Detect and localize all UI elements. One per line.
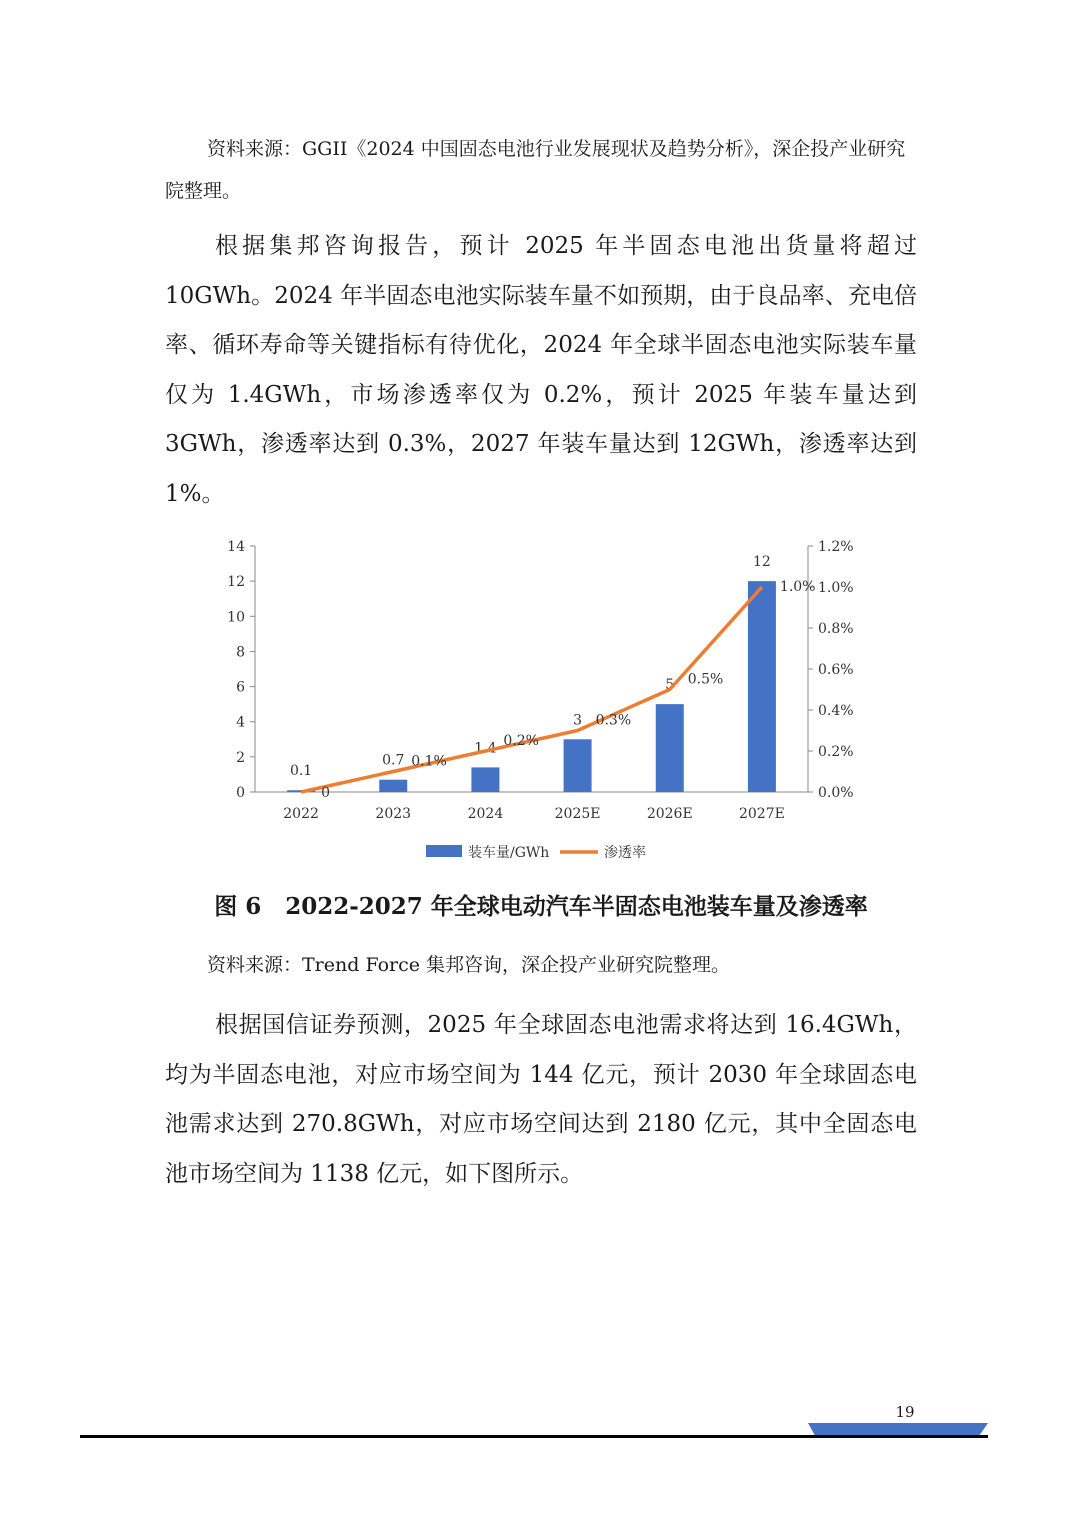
legend-label-line: 渗透率: [604, 845, 646, 861]
right-tick-label: 0.6%: [818, 662, 854, 678]
line-value-label: 0: [321, 785, 331, 801]
line-value-label: 0.2%: [503, 733, 539, 749]
source-note-top: 资料来源：GGII《2024 中国固态电池行业发展现状及趋势分析》，深企投产业研究院整理。: [165, 138, 906, 202]
left-tick-label: 12: [227, 574, 245, 591]
left-tick-label: 10: [227, 609, 245, 626]
x-tick-label: 2023: [375, 806, 412, 822]
bar-value-label: 0.7: [382, 752, 405, 769]
x-tick-label: 2025E: [554, 806, 601, 822]
bar-value-label: 0.1: [289, 763, 313, 780]
x-tick-label: 2026E: [646, 806, 693, 822]
right-tick-label: 1.0%: [818, 580, 854, 596]
penetration-line: [301, 587, 762, 792]
bar-value-label: 3: [573, 712, 583, 729]
line-value-label: 1.0%: [779, 579, 816, 595]
bar-value-label: 1.4: [474, 740, 497, 757]
line-value-label: 0.3%: [595, 712, 632, 729]
source-note-chart: 资料来源：Trend Force 集邦咨询，深企投产业研究院整理。: [207, 954, 731, 976]
right-tick-label: 0.2%: [818, 744, 854, 760]
bar: [471, 767, 499, 792]
legend-swatch-bars: [426, 845, 462, 857]
x-tick-label: 2024: [467, 806, 504, 822]
bar: [748, 581, 776, 792]
left-tick-label: 2: [236, 749, 245, 766]
left-tick-label: 6: [236, 679, 245, 696]
right-tick-label: 0.8%: [818, 621, 854, 637]
bar-value-label: 5: [665, 677, 675, 694]
bar: [564, 739, 592, 792]
right-tick-label: 1.2%: [818, 539, 854, 555]
footer-rule: [80, 1435, 988, 1438]
line-value-label: 0.1%: [411, 753, 447, 770]
legend-label-bars: 装车量/GWh: [468, 845, 550, 861]
page-number: 19: [895, 1403, 915, 1421]
left-tick-label: 0: [236, 785, 245, 801]
line-value-label: 0.5%: [687, 671, 724, 688]
bar: [379, 780, 407, 792]
left-tick-label: 4: [236, 714, 245, 731]
left-tick-label: 14: [227, 539, 245, 555]
paragraph-2: 根据国信证券预测，2025 年全球固态电池需求将达到 16.4GWh，均为半固态电池，对应市场空间为 144 亿元，预计 2030 年全球固态电池需求达到 270.8GWh，对应市场空间达到 2180 亿元，其中全固态电池市场空间为 1138 亿元，如下图所示。: [165, 1012, 917, 1187]
left-tick-label: 8: [236, 644, 245, 661]
paragraph-1: 根据集邦咨询报告，预计 2025 年半固态电池出货量将超过 10GWh。2024 年半固态电池实际装车量不如预期，由于良品率、充电倍率、循环寿命等关键指标有待优化，2024 年全球半固态电池实际装车量仅为 1.4GWh，市场渗透率仅为 0.2%，预计 2025 年装车量达到 3GWh，渗透率达到 0.3%，2027 年装车量达到 12GWh，渗透率达到 1%。: [165, 233, 917, 507]
x-tick-label: 2027E: [738, 806, 785, 822]
figure-number: 图 6: [214, 893, 262, 920]
x-tick-label: 2022: [283, 806, 319, 822]
penetration-chart: [200, 528, 880, 873]
right-tick-label: 0.0%: [818, 785, 854, 801]
figure-title: 2022-2027 年全球电动汽车半固态电池装车量及渗透率: [285, 893, 868, 920]
bar: [656, 704, 684, 792]
figure-caption: [165, 888, 917, 921]
bar-value-label: 12: [753, 554, 771, 571]
right-tick-label: 0.4%: [818, 703, 854, 719]
